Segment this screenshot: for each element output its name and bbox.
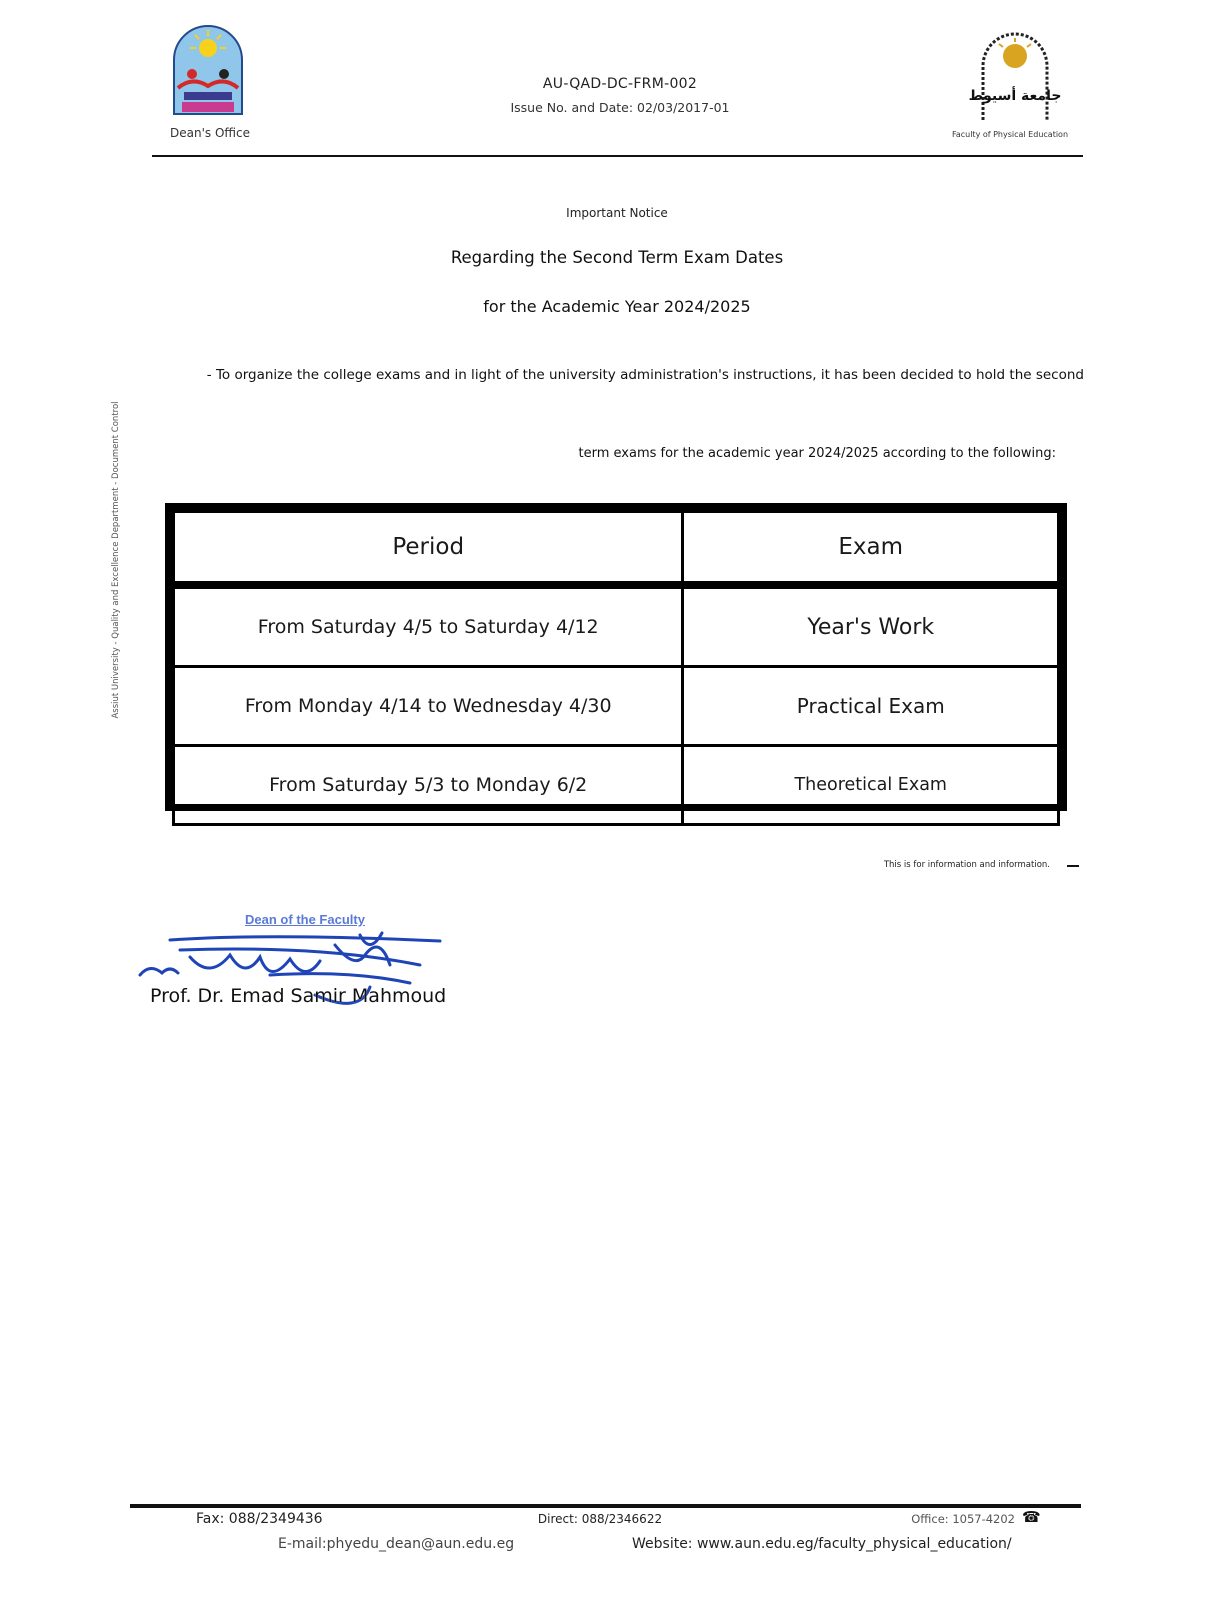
university-seal-text: جامعة أسيوط	[968, 88, 1062, 104]
footer-divider	[130, 1504, 1081, 1508]
exam-schedule-table	[165, 503, 1067, 811]
notice-label: Important Notice	[566, 206, 668, 220]
telephone-icon: ☎	[1022, 1508, 1041, 1526]
period-cell: From Monday 4/14 to Wednesday 4/30	[174, 667, 683, 746]
header-divider	[152, 155, 1083, 157]
notice-paragraph-line1: - To organize the college exams and in light of the university administration's instructions, it has been decided to hold the second	[206, 367, 1084, 383]
deans-office-caption: Dean's Office	[170, 126, 250, 140]
exam-cell: Year's Work	[683, 585, 1059, 667]
faculty-logo-icon	[172, 26, 244, 116]
period-header: Period	[174, 512, 683, 586]
dean-name: Prof. Dr. Emad Samir Mahmoud	[150, 985, 447, 1007]
period-cell: From Saturday 4/5 to Saturday 4/12	[174, 585, 683, 667]
fax-number: Fax: 088/2349436	[196, 1511, 323, 1527]
notice-subject-line1: Regarding the Second Term Exam Dates	[450, 248, 784, 267]
exam-cell: Practical Exam	[683, 667, 1059, 746]
notice-subject-line2: for the Academic Year 2024/2025	[483, 297, 751, 316]
dean-title: Dean of the Faculty	[245, 912, 365, 927]
signature-image	[120, 875, 490, 1045]
office-number: Office: 1057-4202	[911, 1512, 1015, 1526]
faculty-caption: Faculty of Physical Education	[951, 130, 1069, 139]
closing-note: This is for information and information.	[883, 860, 1050, 870]
notice-paragraph-line2: term exams for the academic year 2024/2025 according to the following:	[578, 446, 1056, 461]
table-row	[174, 585, 1059, 667]
email-address: E-mail:phyedu_dean@aun.edu.eg	[278, 1536, 515, 1552]
exam-header: Exam	[683, 512, 1059, 586]
table-row	[174, 667, 1059, 746]
university-seal-icon	[968, 30, 1062, 122]
exam-cell: Theoretical Exam	[683, 746, 1059, 825]
direct-number: Direct: 088/2346622	[537, 1512, 663, 1526]
closing-dash	[1067, 865, 1079, 867]
side-text-label: Assiut University - Quality and Excellence Department - Document Control	[111, 401, 121, 719]
issue-number-date: Issue No. and Date: 02/03/2017-01	[510, 100, 730, 115]
period-cell: From Saturday 5/3 to Monday 6/2	[174, 746, 683, 825]
table-row	[174, 746, 1059, 825]
website-address: Website: www.aun.edu.eg/faculty_physical_education/	[632, 1536, 1012, 1552]
form-code: AU-QAD-DC-FRM-002	[542, 76, 698, 92]
table-header-row	[174, 512, 1059, 586]
